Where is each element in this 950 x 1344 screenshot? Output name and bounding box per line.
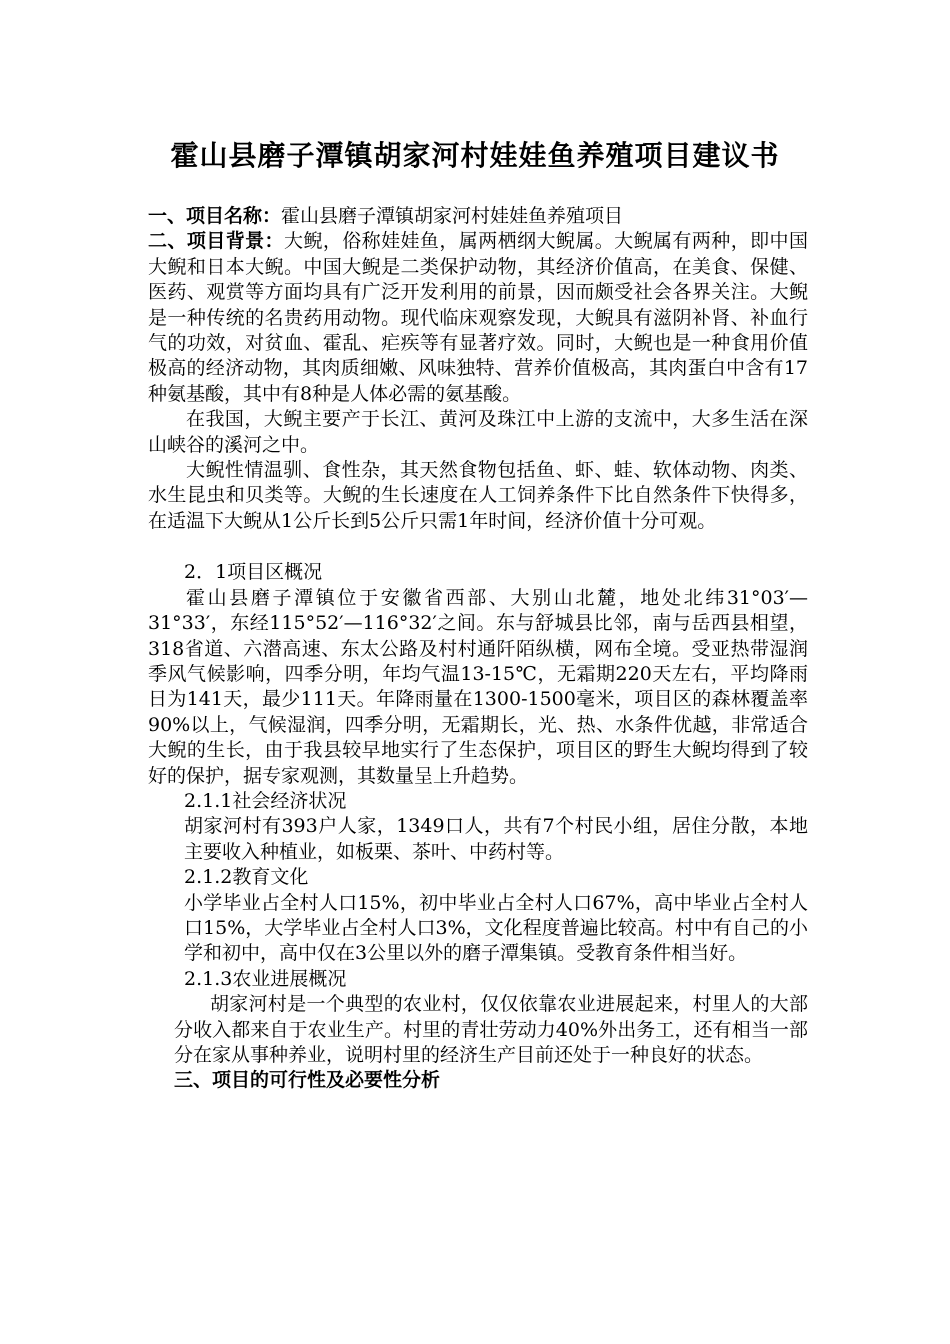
section1-text: 霍山县磨子潭镇胡家河村娃娃鱼养殖项目	[281, 205, 624, 227]
section1-label: 一、项目名称：	[148, 205, 282, 227]
document-title: 霍山县磨子潭镇胡家河村娃娃鱼养殖项目建议书	[170, 139, 780, 172]
section2-text: 大鲵，俗称娃娃鱼，属两栖纲大鲵属。大鲵属有两种，即中国大鲵和日本大鲵。中国大鲵是二类保护动物，其经济价值高，在美食、保健、医药、观赏等方面均具有广泛开发利用的前景，因而颇受社会各界关注。大鲵是一种传统的名贵药用动物。现代临床观察发现，大鲵具有滋阴补肾、补血行气的功效，对贫血、霍乱、疟疾等有显著疗效。同时，大鲵也是一种食用价值极高的经济动物，其肉质细嫩、风味独特、营养价值极高，其肉蛋白中含有17种氨基酸，其中有8种是人体必需的氨基酸。	[148, 230, 808, 405]
heading-2-1-1: 2.1.1社会经济状况	[184, 789, 347, 812]
paragraph-2-1-3: 胡家河村是一个典型的农业村，仅仅依靠农业进展起来，村里人的大部分收入都来自于农业生产。村里的青壮劳动力40%外出务工，还有相当一部分在家从事种养业，说明村里的经济生产目前还处于一种良好的状态。	[174, 993, 808, 1066]
document-body	[148, 204, 808, 1094]
section-project-name	[148, 204, 808, 229]
paragraph-distribution: 在我国，大鲵主要产于长江、黄河及珠江中上游的支流中，大多生活在深山峡谷的溪河之中。	[148, 408, 808, 456]
heading-2-1: 2．1项目区概况	[184, 561, 323, 584]
paragraph-2-1-1: 胡家河村有393户人家，1349口人，共有7个村民小组，居住分散，本地主要收入种植业，如板栗、茶叶、中药村等。	[184, 815, 808, 863]
paragraph-2-1: 霍山县磨子潭镇位于安徽省西部、大别山北麓，地处北纬31°03′—31°33′，东经115°52′—116°32′之间。东与舒城县比邻，南与岳西县相望，318省道、六潜高速、东太公路及村村通阡陌纵横，网布全境。受亚热带湿润季风气候影响，四季分明，年均气温13-15℃，无霜期220天左右，平均降雨日为141天，最少111天。年降雨量在1300-1500毫米，项目区的森林覆盖率90%以上，气候湿润，四季分明，无霜期长，光、热、水条件优越，非常适合大鲵的生长，由于我县较早地实行了生态保护，项目区的野生大鲵均得到了较好的保护，据专家观测，其数量呈上升趋势。	[148, 586, 808, 787]
paragraph-gap	[148, 534, 808, 560]
section2-label: 二、项目背景：	[148, 230, 284, 253]
section-project-background	[148, 229, 808, 407]
heading-2-1-2: 2.1.2教育文化	[184, 866, 309, 889]
heading-2-1-3: 2.1.3农业进展概况	[184, 967, 347, 990]
paragraph-2-1-2: 小学毕业占全村人口15%，初中毕业占全村人口67%，高中毕业占全村人口15%，大学毕业占全村人口3%，文化程度普遍比较高。村中有自己的小学和初中，高中仅在3公里以外的磨子潭集镇。受教育条件相当好。	[184, 891, 808, 965]
section3-heading: 三、项目的可行性及必要性分析	[174, 1069, 441, 1092]
paragraph-habits: 大鲵性情温驯、食性杂，其天然食物包括鱼、虾、蛙、软体动物、肉类、水生昆虫和贝类等。大鲵的生长速度在人工饲养条件下比自然条件下快得多，在适温下大鲵从1公斤长到5公斤只需1年时间，经济价值十分可观。	[148, 459, 808, 532]
